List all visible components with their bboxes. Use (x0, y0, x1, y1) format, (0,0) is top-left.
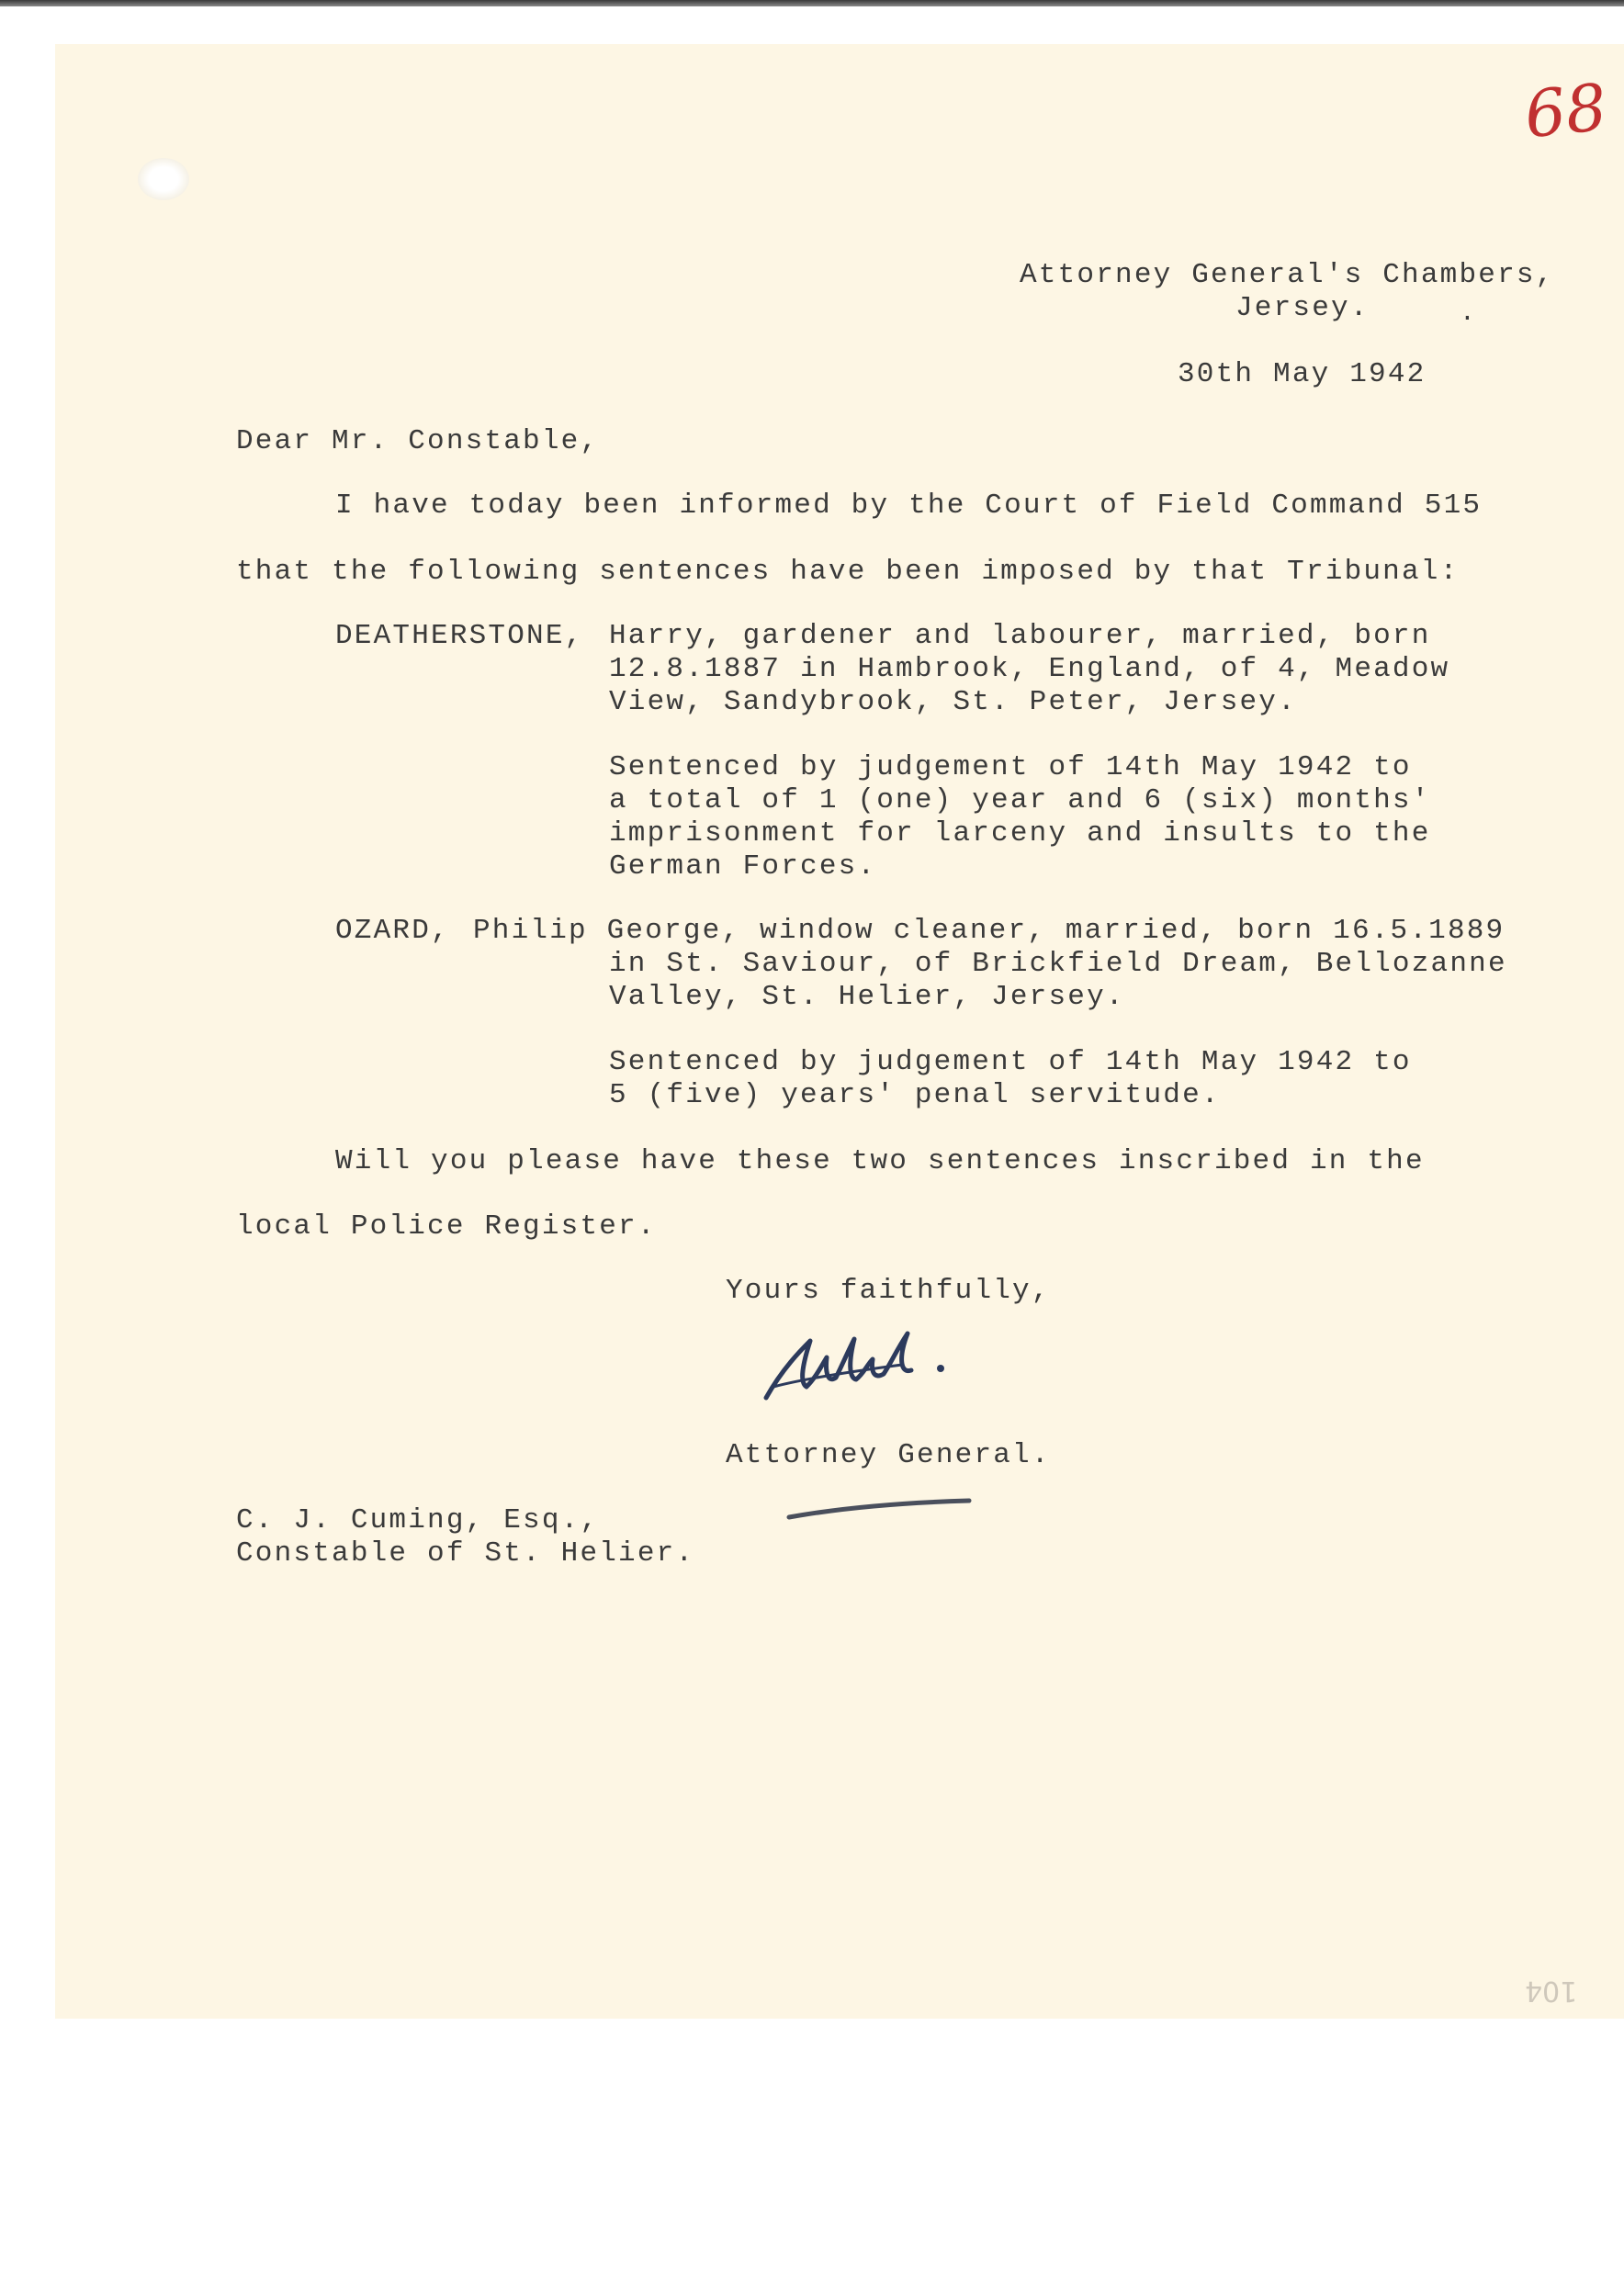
intro-line-1: I have today been informed by the Court of Field Command 515 (335, 490, 1483, 522)
salutation: Dear Mr. Constable, (236, 425, 600, 457)
recipient-line-2: Constable of St. Helier. (236, 1537, 695, 1570)
punch-hole (138, 158, 189, 200)
scan-border (0, 0, 1624, 6)
case-details-line: Valley, St. Helier, Jersey. (609, 981, 1125, 1013)
letter-page (55, 44, 1624, 2019)
archive-stamp: 104 (1525, 1975, 1578, 2007)
address-line-2: Jersey. (1235, 292, 1370, 324)
case-details-line: 12.8.1887 in Hambrook, England, of 4, Meadow (609, 653, 1450, 685)
case-sentence-line: German Forces. (609, 850, 877, 883)
closing: Yours faithfully, (726, 1275, 1051, 1307)
case-details-line: Harry, gardener and labourer, married, born (609, 620, 1431, 652)
intro-line-2: that the following sentences have been imposed by that Tribunal: (236, 556, 1460, 588)
folio-number: 68 (1520, 69, 1611, 153)
case-sentence-line: Sentenced by judgement of 14th May 1942 to (609, 751, 1412, 783)
request-line-2: local Police Register. (236, 1210, 657, 1243)
case-details-line: View, Sandybrook, St. Peter, Jersey. (609, 686, 1297, 718)
case-sentence-line: 5 (five) years' penal servitude. (609, 1079, 1221, 1111)
case-details-line: in St. Saviour, of Brickfield Dream, Bellozanne (609, 948, 1507, 980)
scan-margin (55, 2019, 1624, 2296)
case-name: OZARD, (335, 915, 450, 947)
pen-stroke (785, 1495, 978, 1523)
case-sentence-line: Sentenced by judgement of 14th May 1942 to (609, 1046, 1412, 1078)
request-line-1: Will you please have these two sentences inscribed in the (335, 1145, 1425, 1177)
recipient-line-1: C. J. Cuming, Esq., (236, 1504, 600, 1536)
case-name: DEATHERSTONE, (335, 620, 584, 652)
address-line-1: Attorney General's Chambers, (1020, 259, 1555, 291)
address-dot: . (1460, 299, 1478, 328)
signature (746, 1313, 985, 1414)
signatory-title: Attorney General. (726, 1439, 1051, 1471)
case-sentence-line: a total of 1 (one) year and 6 (six) months' (609, 784, 1431, 816)
case-details-line: Philip George, window cleaner, married, born 16.5.1889 (473, 915, 1506, 947)
letter-date: 30th May 1942 (1178, 358, 1427, 390)
case-sentence-line: imprisonment for larceny and insults to the (609, 817, 1431, 850)
